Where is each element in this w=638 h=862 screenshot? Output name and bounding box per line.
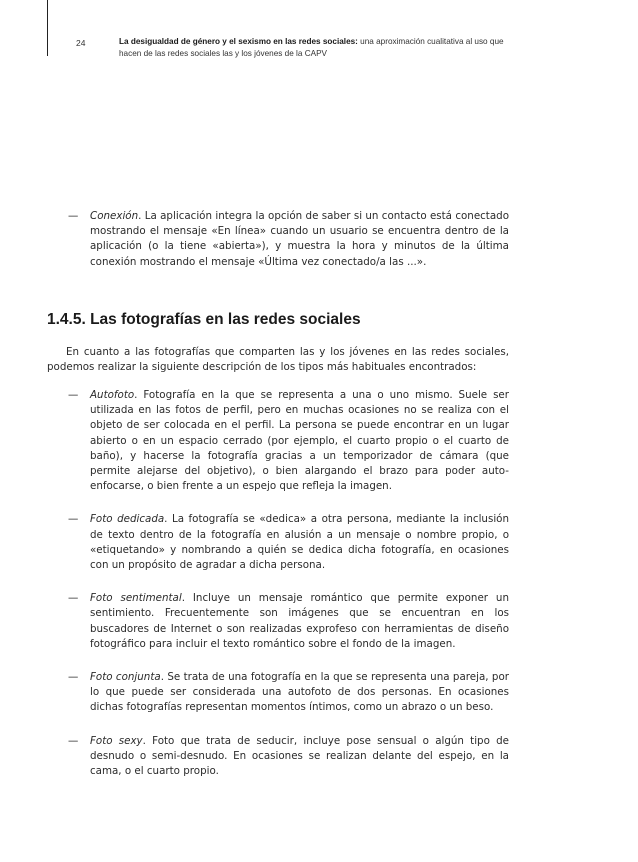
item-text: . Foto que trata de seducir, incluye pose sensual o algún tipo de desnudo o semi-desnudo. En ocasiones se realizan delante del espejo, en la cama, o el cuarto propio.: [90, 734, 509, 778]
item-term: Foto sexy: [90, 734, 143, 747]
list-item: [47, 209, 509, 270]
item-dash: —: [68, 513, 79, 526]
item-text: . Incluye un mensaje romántico que permite exponer un sentimiento. Frecuentemente son imágenes que se encuentran en los buscadores de Internet o son realizadas exprofeso con herramientas de diseño fotográfico para incluir el texto romántico sobre el fondo de la imagen.: [90, 592, 509, 650]
item-term: Conexión: [90, 210, 139, 222]
running-head: [119, 36, 519, 59]
item-text: . La fotografía se «dedica» a otra persona, mediante la inclusión de texto dentro de la fotografía en alusión a un mensaje o nombre propio, o «etiquetando» y nombrando a quién se dedica dicha fotografía, en ocasiones con un propósito de agradar a dicha persona.: [90, 513, 510, 572]
list-item: [47, 512, 509, 573]
item-term: Foto dedicada: [90, 513, 165, 526]
item-dash: —: [68, 734, 79, 747]
list-item: [47, 734, 509, 780]
item-dash: —: [68, 671, 79, 684]
list-item: [47, 388, 509, 494]
running-head-subtitle: una aproximación cualitativa al uso que hacen de las redes sociales las y los jóvenes de la CAPV: [119, 37, 504, 58]
item-dash: —: [68, 592, 79, 605]
section-intro: En cuanto a las fotografías que comparten las y los jóvenes en las redes sociales, podemos realizar la siguiente descripción de los tipos más habituales encontrados:: [47, 346, 509, 374]
item-term: Foto conjunta: [90, 671, 161, 684]
top-list: [47, 209, 509, 288]
item-text: . La aplicación integra la opción de saber si un contacto está conectado mostrando el mensaje «En línea» cuando un usuario se encuentra dentro de la aplicación (o la tiene «abierta»), y muestra la hora y minutos de la última conexión mostrando el mensaje «Última vez conectado/a las ...».: [90, 210, 509, 268]
item-text: . Se trata de una fotografía en la que se representa una pareja, por lo que puede ser considerada una autofoto de dos personas. En ocasiones dichas fotografías representan momentos íntimos, como un abrazo o un beso.: [90, 671, 509, 714]
item-term: Foto sentimental: [90, 592, 182, 605]
item-dash: —: [68, 210, 79, 222]
item-text: . Fotografía en la que se representa a una o uno mismo. Suele ser utilizada en las fotos de perfil, pero en muchas ocasiones no se realiza con el objeto de ser colocada en el perfil. La persona se puede encontrar en un lugar abierto o en un espacio cerrado (por ejemplo, el cuarto propio o el cuarto de baño), y hacerse la fotografía gracias a un temporizador de cámara (que permite alejarse del objetivo), o bien alargando el brazo para poder auto-enfocarse, o bien frente a un espejo que refleja la imagen.: [90, 389, 509, 493]
item-dash: —: [68, 389, 79, 401]
list-item: [47, 670, 509, 716]
item-term: Autofoto: [90, 389, 135, 401]
running-head-title: La desigualdad de género y el sexismo en las redes sociales:: [119, 37, 358, 46]
margin-rule: [47, 0, 48, 56]
page-number: 24: [76, 38, 86, 48]
list-item: [47, 591, 509, 652]
section-heading: 1.4.5. Las fotografías en las redes sociales: [47, 311, 361, 328]
photo-types-list: [47, 388, 509, 797]
